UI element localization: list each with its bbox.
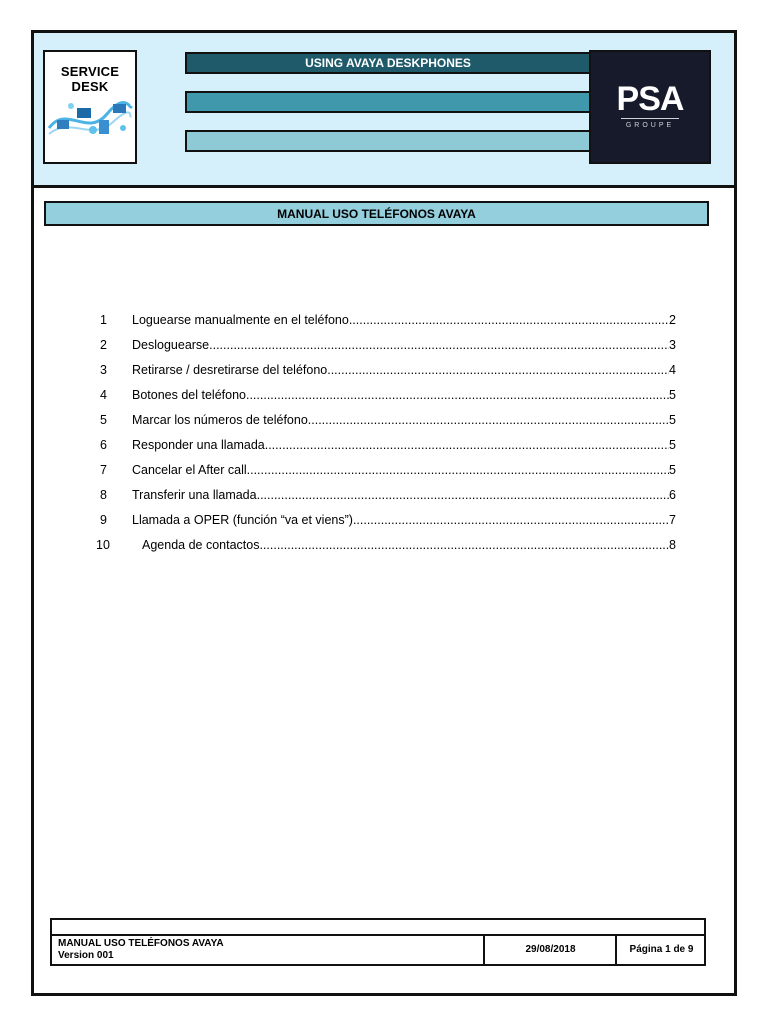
toc-title: Desloguearse (132, 338, 210, 352)
footer-version: Version 001 (58, 950, 114, 961)
toc-page-number: 5 (669, 463, 676, 477)
toc-number: 8 (100, 488, 107, 502)
toc-item[interactable] (100, 438, 676, 463)
toc-title: Agenda de contactos (142, 538, 260, 552)
toc-leader (257, 488, 669, 502)
toc-leader (308, 413, 669, 427)
footer-page-number: Página 1 de 9 (615, 936, 706, 964)
toc-leader (327, 363, 669, 377)
toc-leader (265, 438, 669, 452)
footer-doc-info (58, 938, 224, 962)
toc-item[interactable] (96, 538, 676, 563)
toc-title: Responder una llamada (132, 438, 265, 452)
psa-logo (589, 50, 711, 164)
toc-title: Marcar los números de teléfono (132, 413, 308, 427)
toc-item[interactable] (100, 463, 676, 488)
toc-number: 4 (100, 388, 107, 402)
toc-page-number: 7 (669, 513, 676, 527)
devices-network-icon (47, 94, 133, 144)
toc-title: Cancelar el After call (132, 463, 247, 477)
toc-item[interactable] (100, 488, 676, 513)
banner-title: USING AVAYA DESKPHONES (305, 56, 471, 70)
toc-number: 6 (100, 438, 107, 452)
toc-number: 2 (100, 338, 107, 352)
banner-bar-dark (185, 52, 591, 74)
psa-logo-subtext: GROUPE (625, 122, 675, 129)
toc-page-number: 5 (669, 438, 676, 452)
document-page (31, 30, 737, 996)
toc-item[interactable] (100, 513, 676, 538)
toc-page-number: 6 (669, 488, 676, 502)
toc-page-number: 5 (669, 388, 676, 402)
toc-leader (247, 463, 669, 477)
toc-leader (209, 338, 669, 352)
toc-leader (246, 388, 669, 402)
toc-item[interactable] (100, 363, 676, 388)
document-title: MANUAL USO TELÉFONOS AVAYA (277, 207, 476, 221)
toc-page-number: 5 (669, 413, 676, 427)
toc-page-number: 8 (669, 538, 676, 552)
toc-title: Loguearse manualmente en el teléfono (132, 313, 349, 327)
toc-title: Transferir una llamada (132, 488, 257, 502)
toc-leader (349, 313, 669, 327)
toc-number: 7 (100, 463, 107, 477)
banner-bar-light (185, 130, 591, 152)
table-of-contents (96, 313, 676, 563)
psa-logo-text: PSA (616, 80, 684, 118)
toc-item[interactable] (100, 338, 676, 363)
toc-item[interactable] (100, 388, 676, 413)
toc-title: Llamada a OPER (función “va et viens”) (132, 513, 353, 527)
toc-number: 9 (100, 513, 107, 527)
footer-spacer-row (52, 920, 704, 936)
footer-date: 29/08/2018 (483, 936, 616, 964)
toc-item[interactable] (100, 413, 676, 438)
footer-doc-name: MANUAL USO TELÉFONOS AVAYA (58, 938, 224, 949)
document-header (34, 33, 734, 188)
toc-number: 1 (100, 313, 107, 327)
toc-page-number: 4 (669, 363, 676, 377)
toc-number: 5 (100, 413, 107, 427)
banner-bar-medium (185, 91, 591, 113)
document-title-bar (44, 201, 709, 226)
toc-page-number: 3 (669, 338, 676, 352)
toc-title: Retirarse / desretirarse del teléfono (132, 363, 328, 377)
toc-page-number: 2 (669, 313, 676, 327)
psa-logo-rule (621, 118, 679, 119)
toc-item[interactable] (100, 313, 676, 338)
toc-leader (353, 513, 669, 527)
service-desk-logo (43, 50, 137, 164)
toc-leader (259, 538, 669, 552)
toc-number: 3 (100, 363, 107, 377)
toc-title: Botones del teléfono (132, 388, 246, 402)
toc-number: 10 (96, 538, 110, 552)
service-desk-label: SERVICE DESK (60, 64, 120, 94)
document-footer (50, 918, 706, 966)
